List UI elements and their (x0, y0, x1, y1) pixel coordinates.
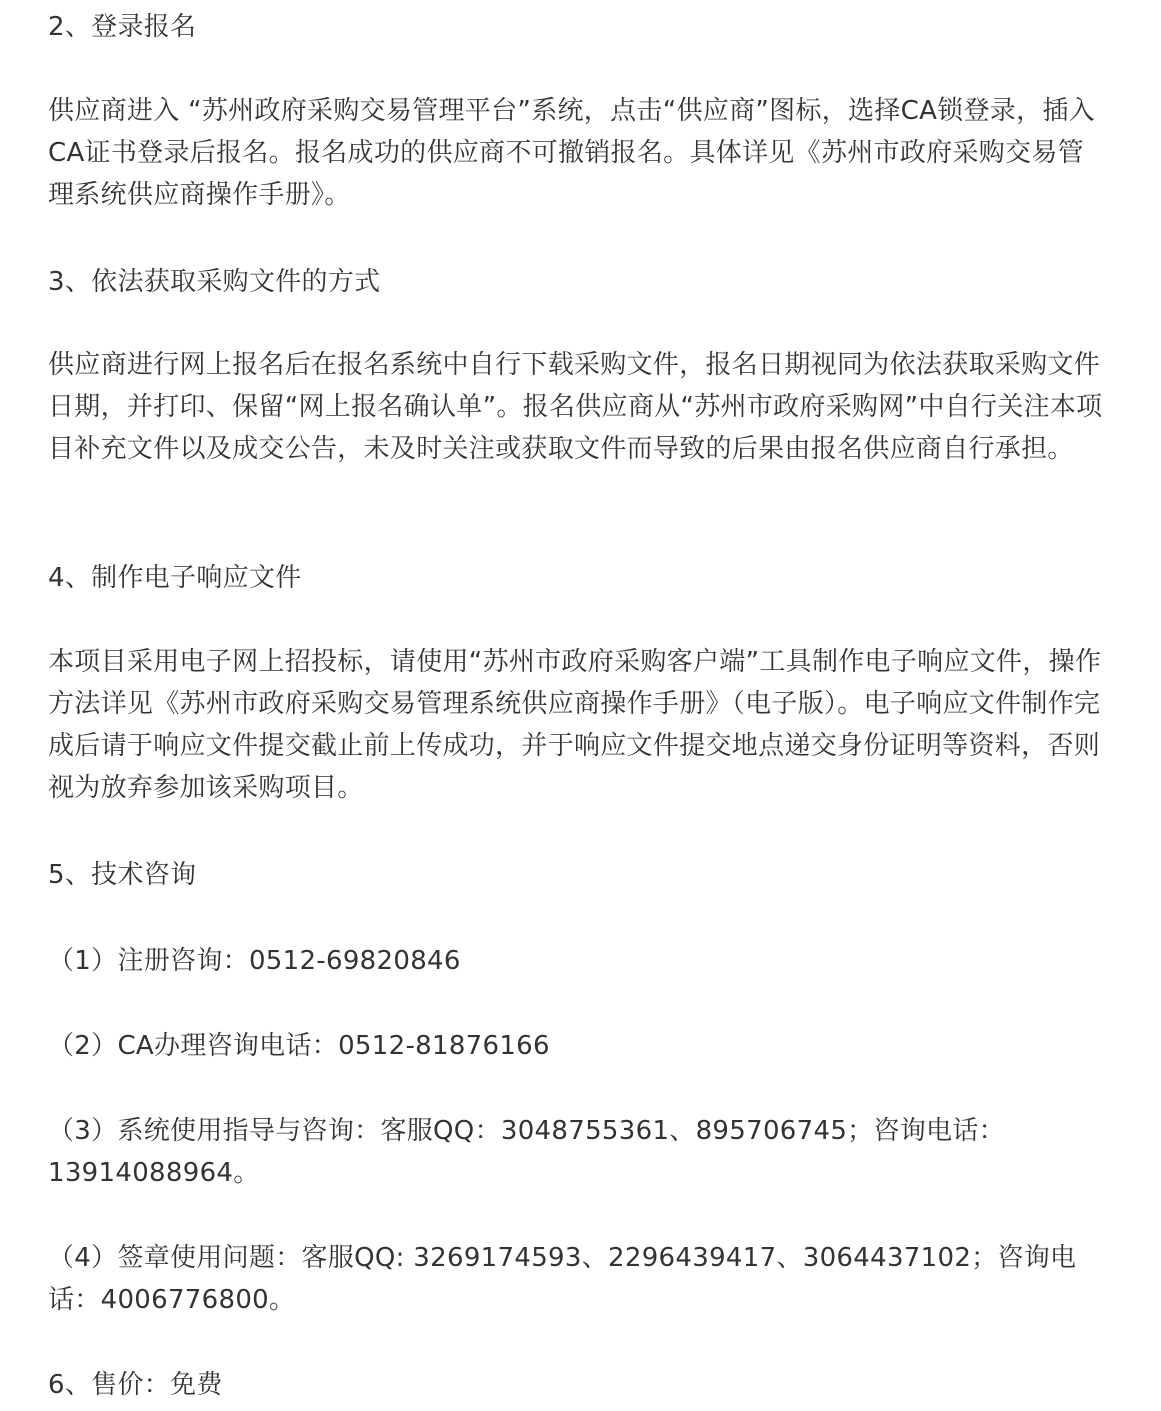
section-2-body: 供应商进入 “苏州政府采购交易管理平台”系统，点击“供应商”图标，选择CA锁登录，插入CA证书登录后报名。报名成功的供应商不可撤销报名。具体详见《苏州市政府采购交易管理系统供应商操作手册》。 (48, 96, 1095, 210)
section-6-heading: 6、售价：免费 (48, 1370, 223, 1400)
consult-item-2: （2）CA办理咨询电话：0512-81876166 (48, 1031, 550, 1061)
consult-item-1: （1）注册咨询：0512-69820846 (48, 946, 461, 976)
consult-item-3: （3）系统使用指导与咨询：客服QQ：3048755361、895706745；咨询电话：13914088964。 (48, 1116, 1005, 1188)
section-3-body: 供应商进行网上报名后在报名系统中自行下载采购文件，报名日期视同为依法获取采购文件日期，并打印、保留“网上报名确认单”。报名供应商从“苏州市政府采购网”中自行关注本项目补充文件以及成交公告，未及时关注或获取文件而导致的后果由报名供应商自行承担。 (48, 350, 1103, 464)
section-3-heading: 3、依法获取采购文件的方式 (48, 267, 381, 297)
section-4-body: 本项目采用电子网上招投标，请使用“苏州市政府采购客户端”工具制作电子响应文件，操作方法详见《苏州市政府采购交易管理系统供应商操作手册》（电子版）。电子响应文件制作完成后请于响应文件提交截止前上传成功，并于响应文件提交地点递交身份证明等资料，否则视为放弃参加该采购项目。 (48, 647, 1102, 803)
section-4-heading: 4、制作电子响应文件 (48, 563, 302, 593)
section-2-heading: 2、登录报名 (48, 12, 197, 42)
section-5-heading: 5、技术咨询 (48, 860, 197, 890)
consult-item-4: （4）签章使用问题：客服QQ: 3269174593、2296439417、3064437102；咨询电话：4006776800。 (48, 1243, 1077, 1315)
